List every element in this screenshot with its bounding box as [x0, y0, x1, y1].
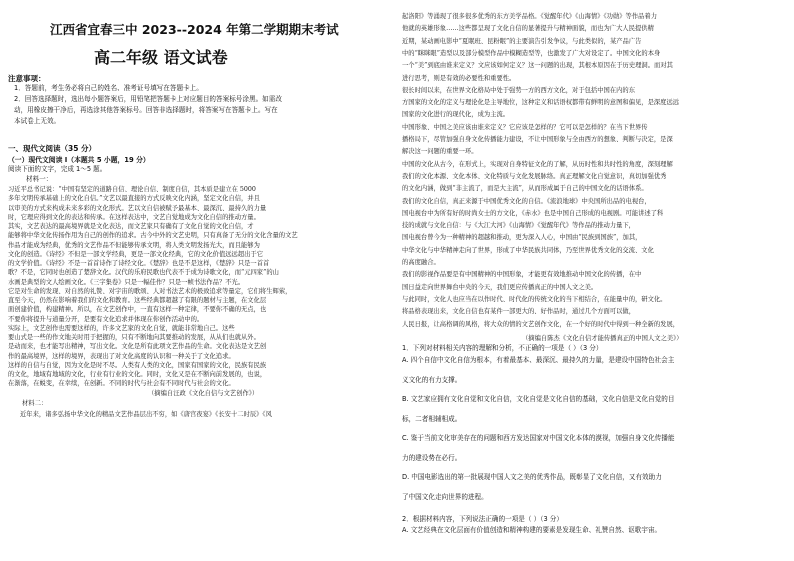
passage-line: 很长时间以来，在世界文化格局中处于强势一方的西方文化，对于包括中国在内的东: [402, 86, 635, 94]
question-2-option-a: A. 文艺经典在文化层面有价值创造和精神构建的要素是发现生命、礼赞自然、讴歌宇宙。: [402, 526, 662, 534]
notice-line: 本试卷上无效。: [14, 117, 61, 125]
passage-line: 国电视台中为所有好的时尚女士的方文化，《赤水》也是中国自己形成的电视剧。可能讲述了科: [402, 209, 664, 217]
passage-line: 中国形象、中国之美应该由谁来定义？它应该是怎样的？它可以是怎样的？在当下世界传: [402, 123, 648, 131]
question-option-line: A. 四个自信中文化自信为根本，有着最基本、最深沉、最持久的力量，是建设中国特色社会主: [402, 356, 675, 364]
question-option-line: D. 中国电影选出的第一批展现中国人文之美的优秀作品，既彰显了文化自信，又有效助力: [402, 473, 662, 481]
passage-line: 直至今天，仍然在影响着我们的文化和教育。这些经典都超越了有限的题材与主题，在文化层: [8, 297, 267, 304]
passage-line: 它是对生命的发现、对自然的礼赞、对宇宙的歌颂、人对书法艺术的极致追求等量定，它们将生辉萦，: [8, 287, 292, 295]
material-two-label: 材料二：: [22, 400, 48, 407]
passage-line: 歌？不是，它同时也创造了楚辞文化。汉代的乐府民歌也代表不于成为诗歌文化，而“元四家”的山: [8, 269, 279, 277]
passage-line: 面创建价值，构建精神。所以，在文艺创作中，一直有这样一种定律，不要你不确的无点，也: [8, 306, 267, 314]
passage-line: 的文化，地域有地域的文化，行业有行业的文化。同时，文化又是在不断向前发展的，也说，: [8, 371, 267, 378]
question-option-line: B. 文艺家应拥有文化自觉和文化自信，文化自觉是文化自信的基础，文化自信是文化自觉的目: [402, 395, 675, 403]
passage-line: 多年文明传承基础上的文化自信。”文艺以最直接的方式反映文化内涵，坚定文化自信，并且: [8, 195, 260, 203]
notice-heading: 注意事项：: [8, 74, 46, 83]
passage-line: 作品才能成为经典，优秀的文艺作品不但能够传承文明，将人类文明发扬光大，而且能够为: [8, 241, 260, 249]
question-1-stem: 1．下列对材料相关内容的理解和分析，不正确的一项是（ ）（3 分）: [402, 344, 603, 352]
section-heading: 一、现代文阅读（35 分）: [8, 144, 97, 153]
passage-line: 的高度融合。: [402, 259, 440, 266]
passage-line: 在渐落，在蜕变，在幸续，在创新。不同的时代与社会有不同时代与社会的文化。: [8, 380, 235, 388]
passage-line: 起洛阳》等涌现了很多很多优秀的东方美学品格。《觉醒年代》《山海情》《功勋》等作品着力: [402, 13, 658, 20]
question-option-line: 标，二者相辅相成。: [402, 414, 462, 423]
passage-line: 我们的影视作品要是有中国精神的中国形象，才能更有效地推动中国文化的传播，在中: [402, 271, 642, 279]
passage-line: 中国的文化从古今，在形式上，实现对自身特征文化的了解，从历时性和共时性的角度，深刻理解: [402, 160, 673, 168]
material-one-label: 材料一：: [26, 175, 53, 183]
passage-line: 中华文化与中华精神走向了世界，形成了中华民族共同体，乃至世界优秀文化的交流、文化: [402, 246, 654, 254]
passage-line: 国家的文化进行的现代化，成为主流。: [402, 111, 510, 119]
passage-line: 与此同时，文化人也应当在以作时代、时代化的传统文化的当下相结合，在能量中的，研文化。: [402, 295, 667, 303]
passage-line: 一个“美”到底由谁来定义？文应该如何定义？这一问题的出现，其根本原因在于历史理洞。而对其: [402, 62, 673, 70]
passage-line: 的文化内涵，做到“非主流了，而是大主流”，从而形成属于自己的中国文化的话语体系。: [402, 185, 648, 193]
notice-line: 2．回答选择题时，选出每小题答案后，用铅笔把答题卡上对应题目的答案标号涂黑。如需改: [14, 95, 282, 103]
passage-line: 方国家的文化的定义与理论化是主导地位，这种定义和话语权都带有鲜明的意图和偏见，是深度远远: [402, 99, 680, 107]
source-two: （摘编自陈杰《文化自信才能传播真正的中国人文之美》）: [522, 335, 683, 342]
passage-line: 水画是典型的文人绘画文化。《三字集卷》只是一幅佳作？只是一帧书法作品？不光。: [8, 278, 245, 286]
passage-line: 将品格表现出来，文化自信也有某件一部更大的、好作品时，通过几个方面可以做，: [402, 308, 635, 316]
passage-line: 播格局下，尽管加强自身文化传播能力建设，不让中国形象与全由西方的想象、判断与决定，是深: [402, 136, 673, 143]
question-2-stem: 2．根据材料内容，下列说法正确的一项是（ ）（3 分）: [402, 515, 563, 523]
passage-line: 国日益走向世界舞台中央的今天，我们更应传播真正的中国人文之美。: [402, 283, 598, 291]
passage-line: 是动而来，也才能写出精神，写出文化。文化是所有此项文艺作品的生命。文化表达是文艺创: [8, 343, 267, 351]
passage-line: 时，它理应得到文化的表达和传承。在这样表达中，文艺自觉地成为文化自信的推动方量。: [8, 213, 260, 221]
passage-line: 不要你将提升与道量分开，是要有文化追求并体现在你创作活动中的。: [8, 315, 204, 323]
passage-line: 人民日报，让高格调的风格，将大众的情的文艺创作文化，在一个好的时代中得到一种全新的发展，: [402, 320, 680, 328]
passage-line: 他就的英雄形象……这些都呈现了文化自信的显著提升与精神面貌，而也为广大人民提供精: [402, 25, 654, 33]
question-option-line: 力的建设势在必行。: [402, 453, 462, 462]
passage-line: 近期，某动画电影中“夏眠班、昆粉眠”的主要演告引发争议，与此类似的，某产品广告: [402, 37, 642, 45]
passage-line: 文化的创造。《诗经》不但是一部文学经典，更是一部文化经典，它的文化价值远远超出于它: [8, 250, 264, 258]
notice-line: 1．答题前，考生务必将自己的姓名、准考证号填写在答题卡上。: [14, 84, 203, 92]
passage-line: 我们的文化本源、文化本体、文化特质与文化发展脉络。真正理解文化自觉意识，真切加强优秀: [402, 172, 667, 180]
passage-line: 这样的自信与自觉，因为文化是时不尽。人类有人类的文化，国家有国家的文化，民族有民族: [8, 361, 267, 369]
passage-line: 的文学价值。《诗经》不是一首首诗作了诗经文化。《楚辞》也是不是这样，《楚辞》只是一首首: [8, 260, 270, 267]
passage-line: 作的最高境界，这样的境界，表现出了对文化高度的认识和一种关于了文化追求。: [8, 352, 235, 360]
passage-line: 其实，文艺表达的最高境界就是文化表达，而文艺家只有确有了文化自觉的文化自信，才: [8, 223, 254, 230]
instruction: 阅读下面的文字，完成 1～5 题。: [8, 165, 107, 173]
question-option-line: 义文化的有力支撑。: [402, 375, 462, 384]
passage-line: 近年来，诸多弘扬中华文化的精品文艺作品层出不穷，如《唐宫夜宴》《长安十二时辰》《风: [20, 411, 272, 418]
passage-line: 习近平总书记说：“中国有坚定的道路自信、理论自信、制度自信，其本质是建立在 5000: [8, 186, 256, 193]
passage-line: 解决这一问题的重要一环。: [402, 148, 478, 156]
exam-subtitle: 高二年级 语文试卷: [94, 48, 228, 67]
passage-line: 国电视台曾今为一种精神的超越和推动，更为深入人心，中国由“民族到国族”，加其，: [402, 234, 642, 242]
passage-line: 我们的文化自信，真正来源于中国优秀文化的自信。《流浪地球》中央国所出品的电视台，: [402, 197, 651, 205]
passage-line: 进行思考，则是有效的必要性和重要性。: [402, 74, 516, 82]
passage-line: 技的成就与文化自信：与《大江大河》《山海情》《觉醒年代》等作品的推动力量下，: [402, 222, 635, 230]
exam-title: 江西省宜春三中 2023--2024 年第二学期期末考试: [50, 22, 339, 37]
passage-line: 实际上，文艺创作也需要这样的，许多文艺家的文化自觉，就能非常地自己。这些: [8, 324, 235, 332]
question-option-line: C. 鉴于当前文化审美存在的问题和西方发达国家对中国文化本体的漠视，加强自身文化传播能: [402, 434, 675, 442]
passage-line: 要山式是一些的作文地关时用于把握的，只有不断地向其要推动的发展，从从们也就从外。: [8, 334, 260, 341]
question-option-line: 了中国文化走向世界的进程。: [402, 492, 488, 501]
source-one: （摘编自汪政《文化自信与文艺创作》）: [148, 390, 259, 397]
passage-line: 以审美的方式来构成未来多彩的文化形式。艺以文自信被赋予最基本、最深沉、最持久的力量: [8, 204, 267, 212]
passage-line: 中的“眯眯眼”造型以及部分模型作品中模糊造型等，也激发了广大对设定了。中国文化的本身: [402, 49, 661, 57]
subsection-heading: （一）现代文阅读 I（本题共 5 小题，19 分）: [8, 156, 150, 164]
passage-line: 能够将中华文化传扬作用为自己的创作的追求。古今中外的文艺史明，只有真备了无分的文化含量的文艺: [8, 232, 298, 240]
notice-line: 动，用橡皮擦干净后，再选涂其他答案标号。回答非选择题时，将答案写在答题卡上。写在: [14, 106, 278, 114]
